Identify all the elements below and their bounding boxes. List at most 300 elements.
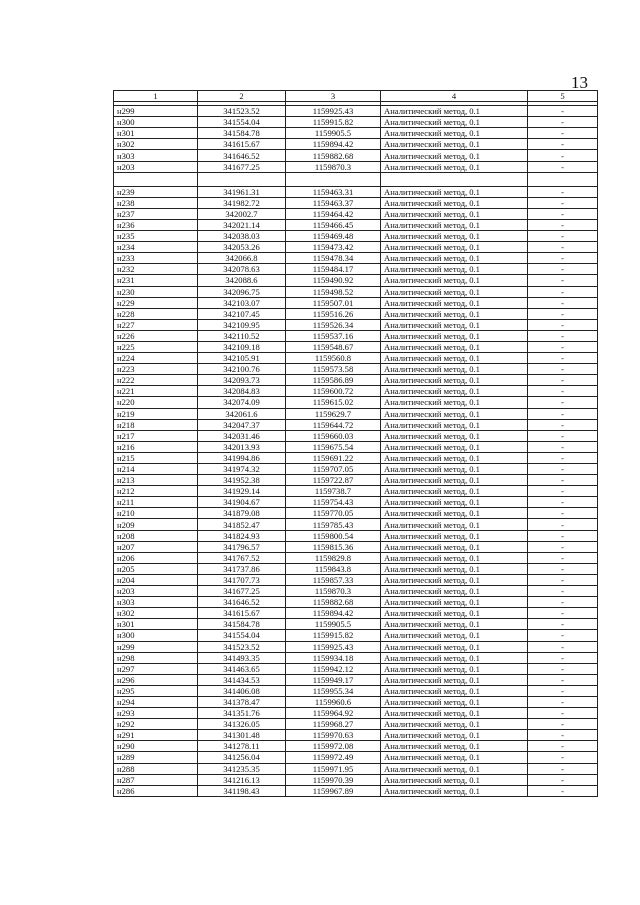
x-coordinate-cell: 342103.07 (198, 297, 286, 308)
point-name-cell: н229 (114, 297, 198, 308)
table-row (114, 763, 598, 774)
x-coordinate-cell: 341879.08 (198, 508, 286, 519)
error-cell: - (528, 663, 598, 674)
x-coordinate-cell: 341952.38 (198, 475, 286, 486)
x-coordinate-cell: 342013.93 (198, 441, 286, 452)
point-name-cell: н238 (114, 197, 198, 208)
x-coordinate-cell: 341434.53 (198, 674, 286, 685)
y-coordinate-cell: 1159925.43 (286, 106, 381, 117)
table-row (114, 652, 598, 663)
point-name-cell: н203 (114, 586, 198, 597)
point-name-cell: н223 (114, 364, 198, 375)
point-name-cell: н213 (114, 475, 198, 486)
y-coordinate-cell: 1159586.89 (286, 375, 381, 386)
table-row (114, 364, 598, 375)
y-coordinate-cell: 1159644.72 (286, 419, 381, 430)
error-cell: - (528, 741, 598, 752)
error-cell: - (528, 719, 598, 730)
y-coordinate-cell: 1159691.22 (286, 452, 381, 463)
table-row (114, 785, 598, 796)
error-cell: - (528, 763, 598, 774)
method-cell: Аналитический метод, 0.1 (381, 375, 528, 386)
method-cell: Аналитический метод, 0.1 (381, 464, 528, 475)
error-cell: - (528, 552, 598, 563)
table-row (114, 353, 598, 364)
error-cell: - (528, 674, 598, 685)
x-coordinate-cell: 342088.6 (198, 275, 286, 286)
error-cell: - (528, 139, 598, 150)
method-cell: Аналитический метод, 0.1 (381, 197, 528, 208)
table-header-row (114, 91, 598, 102)
table-row (114, 430, 598, 441)
point-name-cell: н232 (114, 264, 198, 275)
x-coordinate-cell: 341256.04 (198, 752, 286, 763)
y-coordinate-cell: 1159675.54 (286, 441, 381, 452)
method-cell: Аналитический метод, 0.1 (381, 597, 528, 608)
method-cell: Аналитический метод, 0.1 (381, 408, 528, 419)
table-row (114, 253, 598, 264)
method-cell: Аналитический метод, 0.1 (381, 652, 528, 663)
method-cell: Аналитический метод, 0.1 (381, 319, 528, 330)
x-coordinate-cell: 342105.91 (198, 353, 286, 364)
point-name-cell: н291 (114, 730, 198, 741)
table-row (114, 452, 598, 463)
method-cell: Аналитический метод, 0.1 (381, 497, 528, 508)
method-cell: Аналитический метод, 0.1 (381, 541, 528, 552)
table-row (114, 608, 598, 619)
table-row (114, 774, 598, 785)
method-cell: Аналитический метод, 0.1 (381, 264, 528, 275)
method-cell: Аналитический метод, 0.1 (381, 608, 528, 619)
error-cell: - (528, 652, 598, 663)
y-coordinate-cell: 1159473.42 (286, 242, 381, 253)
x-coordinate-cell: 341378.47 (198, 696, 286, 707)
table-row (114, 117, 598, 128)
method-cell: Аналитический метод, 0.1 (381, 297, 528, 308)
x-coordinate-cell: 341646.52 (198, 597, 286, 608)
table-row (114, 231, 598, 242)
table-row (114, 574, 598, 585)
y-coordinate-cell: 1159870.3 (286, 586, 381, 597)
y-coordinate-cell: 1159629.7 (286, 408, 381, 419)
table-row (114, 341, 598, 352)
table-row (114, 730, 598, 741)
x-coordinate-cell: 341523.52 (198, 106, 286, 117)
error-cell: - (528, 486, 598, 497)
error-cell: - (528, 619, 598, 630)
point-name-cell: н298 (114, 652, 198, 663)
table-row (114, 186, 598, 197)
table-row (114, 139, 598, 150)
y-coordinate-cell: 1159484.17 (286, 264, 381, 275)
y-coordinate-cell: 1159894.42 (286, 139, 381, 150)
method-cell: Аналитический метод, 0.1 (381, 785, 528, 796)
method-cell: Аналитический метод, 0.1 (381, 430, 528, 441)
error-cell: - (528, 353, 598, 364)
error-cell: - (528, 408, 598, 419)
y-coordinate-cell: 1159882.68 (286, 597, 381, 608)
table-row (114, 208, 598, 219)
method-cell: Аналитический метод, 0.1 (381, 419, 528, 430)
point-name-cell: н207 (114, 541, 198, 552)
x-coordinate-cell: 342107.45 (198, 308, 286, 319)
point-name-cell: н300 (114, 630, 198, 641)
x-coordinate-cell: 341707.73 (198, 574, 286, 585)
y-coordinate-cell: 1159722.87 (286, 475, 381, 486)
table-row (114, 752, 598, 763)
y-coordinate-cell: 1159960.6 (286, 696, 381, 707)
point-name-cell: н231 (114, 275, 198, 286)
method-cell: Аналитический метод, 0.1 (381, 774, 528, 785)
point-name-cell: н303 (114, 597, 198, 608)
x-coordinate-cell: 341615.67 (198, 608, 286, 619)
point-name-cell: н302 (114, 139, 198, 150)
y-coordinate-cell: 1159925.43 (286, 641, 381, 652)
point-name-cell: н294 (114, 696, 198, 707)
x-coordinate-cell: 341554.04 (198, 630, 286, 641)
table-row (114, 375, 598, 386)
y-coordinate-cell: 1159516.26 (286, 308, 381, 319)
error-cell: - (528, 430, 598, 441)
error-cell: - (528, 641, 598, 652)
x-coordinate-cell: 341737.86 (198, 563, 286, 574)
table-row (114, 552, 598, 563)
x-coordinate-cell: 341235.35 (198, 763, 286, 774)
y-coordinate-cell: 1159498.52 (286, 286, 381, 297)
x-coordinate-cell: 342093.73 (198, 375, 286, 386)
method-cell: Аналитический метод, 0.1 (381, 763, 528, 774)
table-row (114, 286, 598, 297)
y-coordinate-cell: 1159463.37 (286, 197, 381, 208)
x-coordinate-cell: 341523.52 (198, 641, 286, 652)
x-coordinate-cell: 341198.43 (198, 785, 286, 796)
y-coordinate-cell: 1159934.18 (286, 652, 381, 663)
x-coordinate-cell: 341326.05 (198, 719, 286, 730)
error-cell: - (528, 586, 598, 597)
table-row (114, 719, 598, 730)
y-coordinate-cell: 1159466.45 (286, 219, 381, 230)
x-coordinate-cell: 342053.26 (198, 242, 286, 253)
error-cell: - (528, 541, 598, 552)
error-cell: - (528, 308, 598, 319)
error-cell: - (528, 774, 598, 785)
error-cell: - (528, 696, 598, 707)
error-cell: - (528, 419, 598, 430)
method-cell: Аналитический метод, 0.1 (381, 486, 528, 497)
method-cell: Аналитический метод, 0.1 (381, 741, 528, 752)
error-cell: - (528, 364, 598, 375)
error-cell: - (528, 219, 598, 230)
x-coordinate-cell: 341615.67 (198, 139, 286, 150)
table-row (114, 275, 598, 286)
point-name-cell: н237 (114, 208, 198, 219)
point-name-cell: н205 (114, 563, 198, 574)
method-cell: Аналитический метод, 0.1 (381, 150, 528, 161)
point-name-cell: н289 (114, 752, 198, 763)
y-coordinate-cell: 1159905.5 (286, 619, 381, 630)
point-name-cell: н290 (114, 741, 198, 752)
point-name-cell: н220 (114, 397, 198, 408)
error-cell: - (528, 319, 598, 330)
point-name-cell: н217 (114, 430, 198, 441)
method-cell: Аналитический метод, 0.1 (381, 186, 528, 197)
x-coordinate-cell: 342100.76 (198, 364, 286, 375)
y-coordinate-cell: 1159800.54 (286, 530, 381, 541)
y-coordinate-cell: 1159970.39 (286, 774, 381, 785)
y-coordinate-cell: 1159915.82 (286, 630, 381, 641)
y-coordinate-cell: 1159964.92 (286, 708, 381, 719)
y-coordinate-cell: 1159464.42 (286, 208, 381, 219)
error-cell: - (528, 475, 598, 486)
point-name-cell: н301 (114, 128, 198, 139)
table-row (114, 150, 598, 161)
table-row (114, 497, 598, 508)
method-cell: Аналитический метод, 0.1 (381, 441, 528, 452)
x-coordinate-cell: 341351.76 (198, 708, 286, 719)
point-name-cell: н302 (114, 608, 198, 619)
error-cell: - (528, 297, 598, 308)
error-cell: - (528, 375, 598, 386)
point-name-cell: н295 (114, 685, 198, 696)
table-row (114, 619, 598, 630)
error-cell: - (528, 730, 598, 741)
table-row (114, 674, 598, 685)
method-cell: Аналитический метод, 0.1 (381, 574, 528, 585)
x-coordinate-cell: 341677.25 (198, 586, 286, 597)
error-cell: - (528, 464, 598, 475)
y-coordinate-cell: 1159478.34 (286, 253, 381, 264)
y-coordinate-cell: 1159882.68 (286, 150, 381, 161)
x-coordinate-cell: 341852.47 (198, 519, 286, 530)
blank-cell (114, 172, 198, 186)
table-row (114, 508, 598, 519)
x-coordinate-cell: 342110.52 (198, 330, 286, 341)
error-cell: - (528, 563, 598, 574)
x-coordinate-cell: 342084.83 (198, 386, 286, 397)
x-coordinate-cell: 341406.08 (198, 685, 286, 696)
table-row (114, 106, 598, 117)
y-coordinate-cell: 1159915.82 (286, 117, 381, 128)
y-coordinate-cell: 1159894.42 (286, 608, 381, 619)
point-name-cell: н297 (114, 663, 198, 674)
y-coordinate-cell: 1159968.27 (286, 719, 381, 730)
error-cell: - (528, 341, 598, 352)
table-row (114, 319, 598, 330)
column-header-method: 4 (381, 91, 528, 102)
point-name-cell: н212 (114, 486, 198, 497)
x-coordinate-cell: 341929.14 (198, 486, 286, 497)
method-cell: Аналитический метод, 0.1 (381, 117, 528, 128)
page-number: 13 (571, 73, 588, 92)
x-coordinate-cell: 341982.72 (198, 197, 286, 208)
y-coordinate-cell: 1159972.08 (286, 741, 381, 752)
error-cell: - (528, 386, 598, 397)
table-body (114, 106, 598, 797)
point-name-cell: н303 (114, 150, 198, 161)
x-coordinate-cell: 341994.86 (198, 452, 286, 463)
blank-cell (528, 172, 598, 186)
y-coordinate-cell: 1159537.16 (286, 330, 381, 341)
table-row (114, 641, 598, 652)
error-cell: - (528, 508, 598, 519)
y-coordinate-cell: 1159972.49 (286, 752, 381, 763)
error-cell: - (528, 330, 598, 341)
method-cell: Аналитический метод, 0.1 (381, 530, 528, 541)
method-cell: Аналитический метод, 0.1 (381, 139, 528, 150)
error-cell: - (528, 275, 598, 286)
y-coordinate-cell: 1159615.02 (286, 397, 381, 408)
y-coordinate-cell: 1159955.34 (286, 685, 381, 696)
method-cell: Аналитический метод, 0.1 (381, 106, 528, 117)
error-cell: - (528, 630, 598, 641)
table-row (114, 308, 598, 319)
method-cell: Аналитический метод, 0.1 (381, 619, 528, 630)
method-cell: Аналитический метод, 0.1 (381, 128, 528, 139)
point-name-cell: н209 (114, 519, 198, 530)
blank-cell (286, 172, 381, 186)
error-cell: - (528, 441, 598, 452)
y-coordinate-cell: 1159949.17 (286, 674, 381, 685)
method-cell: Аналитический метод, 0.1 (381, 563, 528, 574)
y-coordinate-cell: 1159785.43 (286, 519, 381, 530)
y-coordinate-cell: 1159967.89 (286, 785, 381, 796)
x-coordinate-cell: 341216.13 (198, 774, 286, 785)
table-row (114, 586, 598, 597)
point-name-cell: н228 (114, 308, 198, 319)
x-coordinate-cell: 341904.67 (198, 497, 286, 508)
error-cell: - (528, 253, 598, 264)
method-cell: Аналитический метод, 0.1 (381, 452, 528, 463)
point-name-cell: н301 (114, 619, 198, 630)
method-cell: Аналитический метод, 0.1 (381, 719, 528, 730)
y-coordinate-cell: 1159660.03 (286, 430, 381, 441)
method-cell: Аналитический метод, 0.1 (381, 519, 528, 530)
x-coordinate-cell: 342078.63 (198, 264, 286, 275)
table-row (114, 541, 598, 552)
error-cell: - (528, 286, 598, 297)
point-name-cell: н211 (114, 497, 198, 508)
table-row (114, 464, 598, 475)
error-cell: - (528, 608, 598, 619)
table-row (114, 696, 598, 707)
x-coordinate-cell: 341677.25 (198, 161, 286, 172)
y-coordinate-cell: 1159905.5 (286, 128, 381, 139)
x-coordinate-cell: 341961.31 (198, 186, 286, 197)
column-header-y: 3 (286, 91, 381, 102)
table-row (114, 197, 598, 208)
method-cell: Аналитический метод, 0.1 (381, 641, 528, 652)
error-cell: - (528, 242, 598, 253)
table-row (114, 242, 598, 253)
error-cell: - (528, 519, 598, 530)
table-row (114, 330, 598, 341)
method-cell: Аналитический метод, 0.1 (381, 685, 528, 696)
method-cell: Аналитический метод, 0.1 (381, 330, 528, 341)
method-cell: Аналитический метод, 0.1 (381, 242, 528, 253)
method-cell: Аналитический метод, 0.1 (381, 231, 528, 242)
method-cell: Аналитический метод, 0.1 (381, 752, 528, 763)
point-name-cell: н210 (114, 508, 198, 519)
blank-cell (381, 172, 528, 186)
error-cell: - (528, 117, 598, 128)
point-name-cell: н239 (114, 186, 198, 197)
column-header-point: 1 (114, 91, 198, 102)
error-cell: - (528, 752, 598, 763)
point-name-cell: н299 (114, 641, 198, 652)
y-coordinate-cell: 1159526.34 (286, 319, 381, 330)
method-cell: Аналитический метод, 0.1 (381, 397, 528, 408)
method-cell: Аналитический метод, 0.1 (381, 275, 528, 286)
point-name-cell: н300 (114, 117, 198, 128)
x-coordinate-cell: 341554.04 (198, 117, 286, 128)
method-cell: Аналитический метод, 0.1 (381, 219, 528, 230)
point-name-cell: н226 (114, 330, 198, 341)
table-row (114, 597, 598, 608)
error-cell: - (528, 597, 598, 608)
x-coordinate-cell: 342066.8 (198, 253, 286, 264)
point-name-cell: н204 (114, 574, 198, 585)
error-cell: - (528, 264, 598, 275)
method-cell: Аналитический метод, 0.1 (381, 475, 528, 486)
error-cell: - (528, 186, 598, 197)
table-row (114, 219, 598, 230)
point-name-cell: н236 (114, 219, 198, 230)
x-coordinate-cell: 341584.78 (198, 128, 286, 139)
y-coordinate-cell: 1159942.12 (286, 663, 381, 674)
table-row (114, 297, 598, 308)
table-row (114, 663, 598, 674)
error-cell: - (528, 231, 598, 242)
point-name-cell: н222 (114, 375, 198, 386)
point-name-cell: н292 (114, 719, 198, 730)
x-coordinate-cell: 341278.11 (198, 741, 286, 752)
point-name-cell: н203 (114, 161, 198, 172)
y-coordinate-cell: 1159573.58 (286, 364, 381, 375)
table-row (114, 161, 598, 172)
table-row (114, 530, 598, 541)
y-coordinate-cell: 1159815.36 (286, 541, 381, 552)
error-cell: - (528, 197, 598, 208)
y-coordinate-cell: 1159463.31 (286, 186, 381, 197)
point-name-cell: н219 (114, 408, 198, 419)
x-coordinate-cell: 342074.09 (198, 397, 286, 408)
x-coordinate-cell: 341584.78 (198, 619, 286, 630)
y-coordinate-cell: 1159829.8 (286, 552, 381, 563)
x-coordinate-cell: 342096.75 (198, 286, 286, 297)
table-row (114, 630, 598, 641)
x-coordinate-cell: 342021.14 (198, 219, 286, 230)
x-coordinate-cell: 341767.52 (198, 552, 286, 563)
x-coordinate-cell: 341493.35 (198, 652, 286, 663)
error-cell: - (528, 530, 598, 541)
point-name-cell: н218 (114, 419, 198, 430)
method-cell: Аналитический метод, 0.1 (381, 696, 528, 707)
method-cell: Аналитический метод, 0.1 (381, 674, 528, 685)
error-cell: - (528, 397, 598, 408)
error-cell: - (528, 150, 598, 161)
x-coordinate-cell: 341974.32 (198, 464, 286, 475)
table-row (114, 486, 598, 497)
method-cell: Аналитический метод, 0.1 (381, 586, 528, 597)
error-cell: - (528, 785, 598, 796)
table-row (114, 419, 598, 430)
point-name-cell: н296 (114, 674, 198, 685)
method-cell: Аналитический метод, 0.1 (381, 161, 528, 172)
x-coordinate-cell: 342061.6 (198, 408, 286, 419)
y-coordinate-cell: 1159707.05 (286, 464, 381, 475)
y-coordinate-cell: 1159870.3 (286, 161, 381, 172)
error-cell: - (528, 208, 598, 219)
